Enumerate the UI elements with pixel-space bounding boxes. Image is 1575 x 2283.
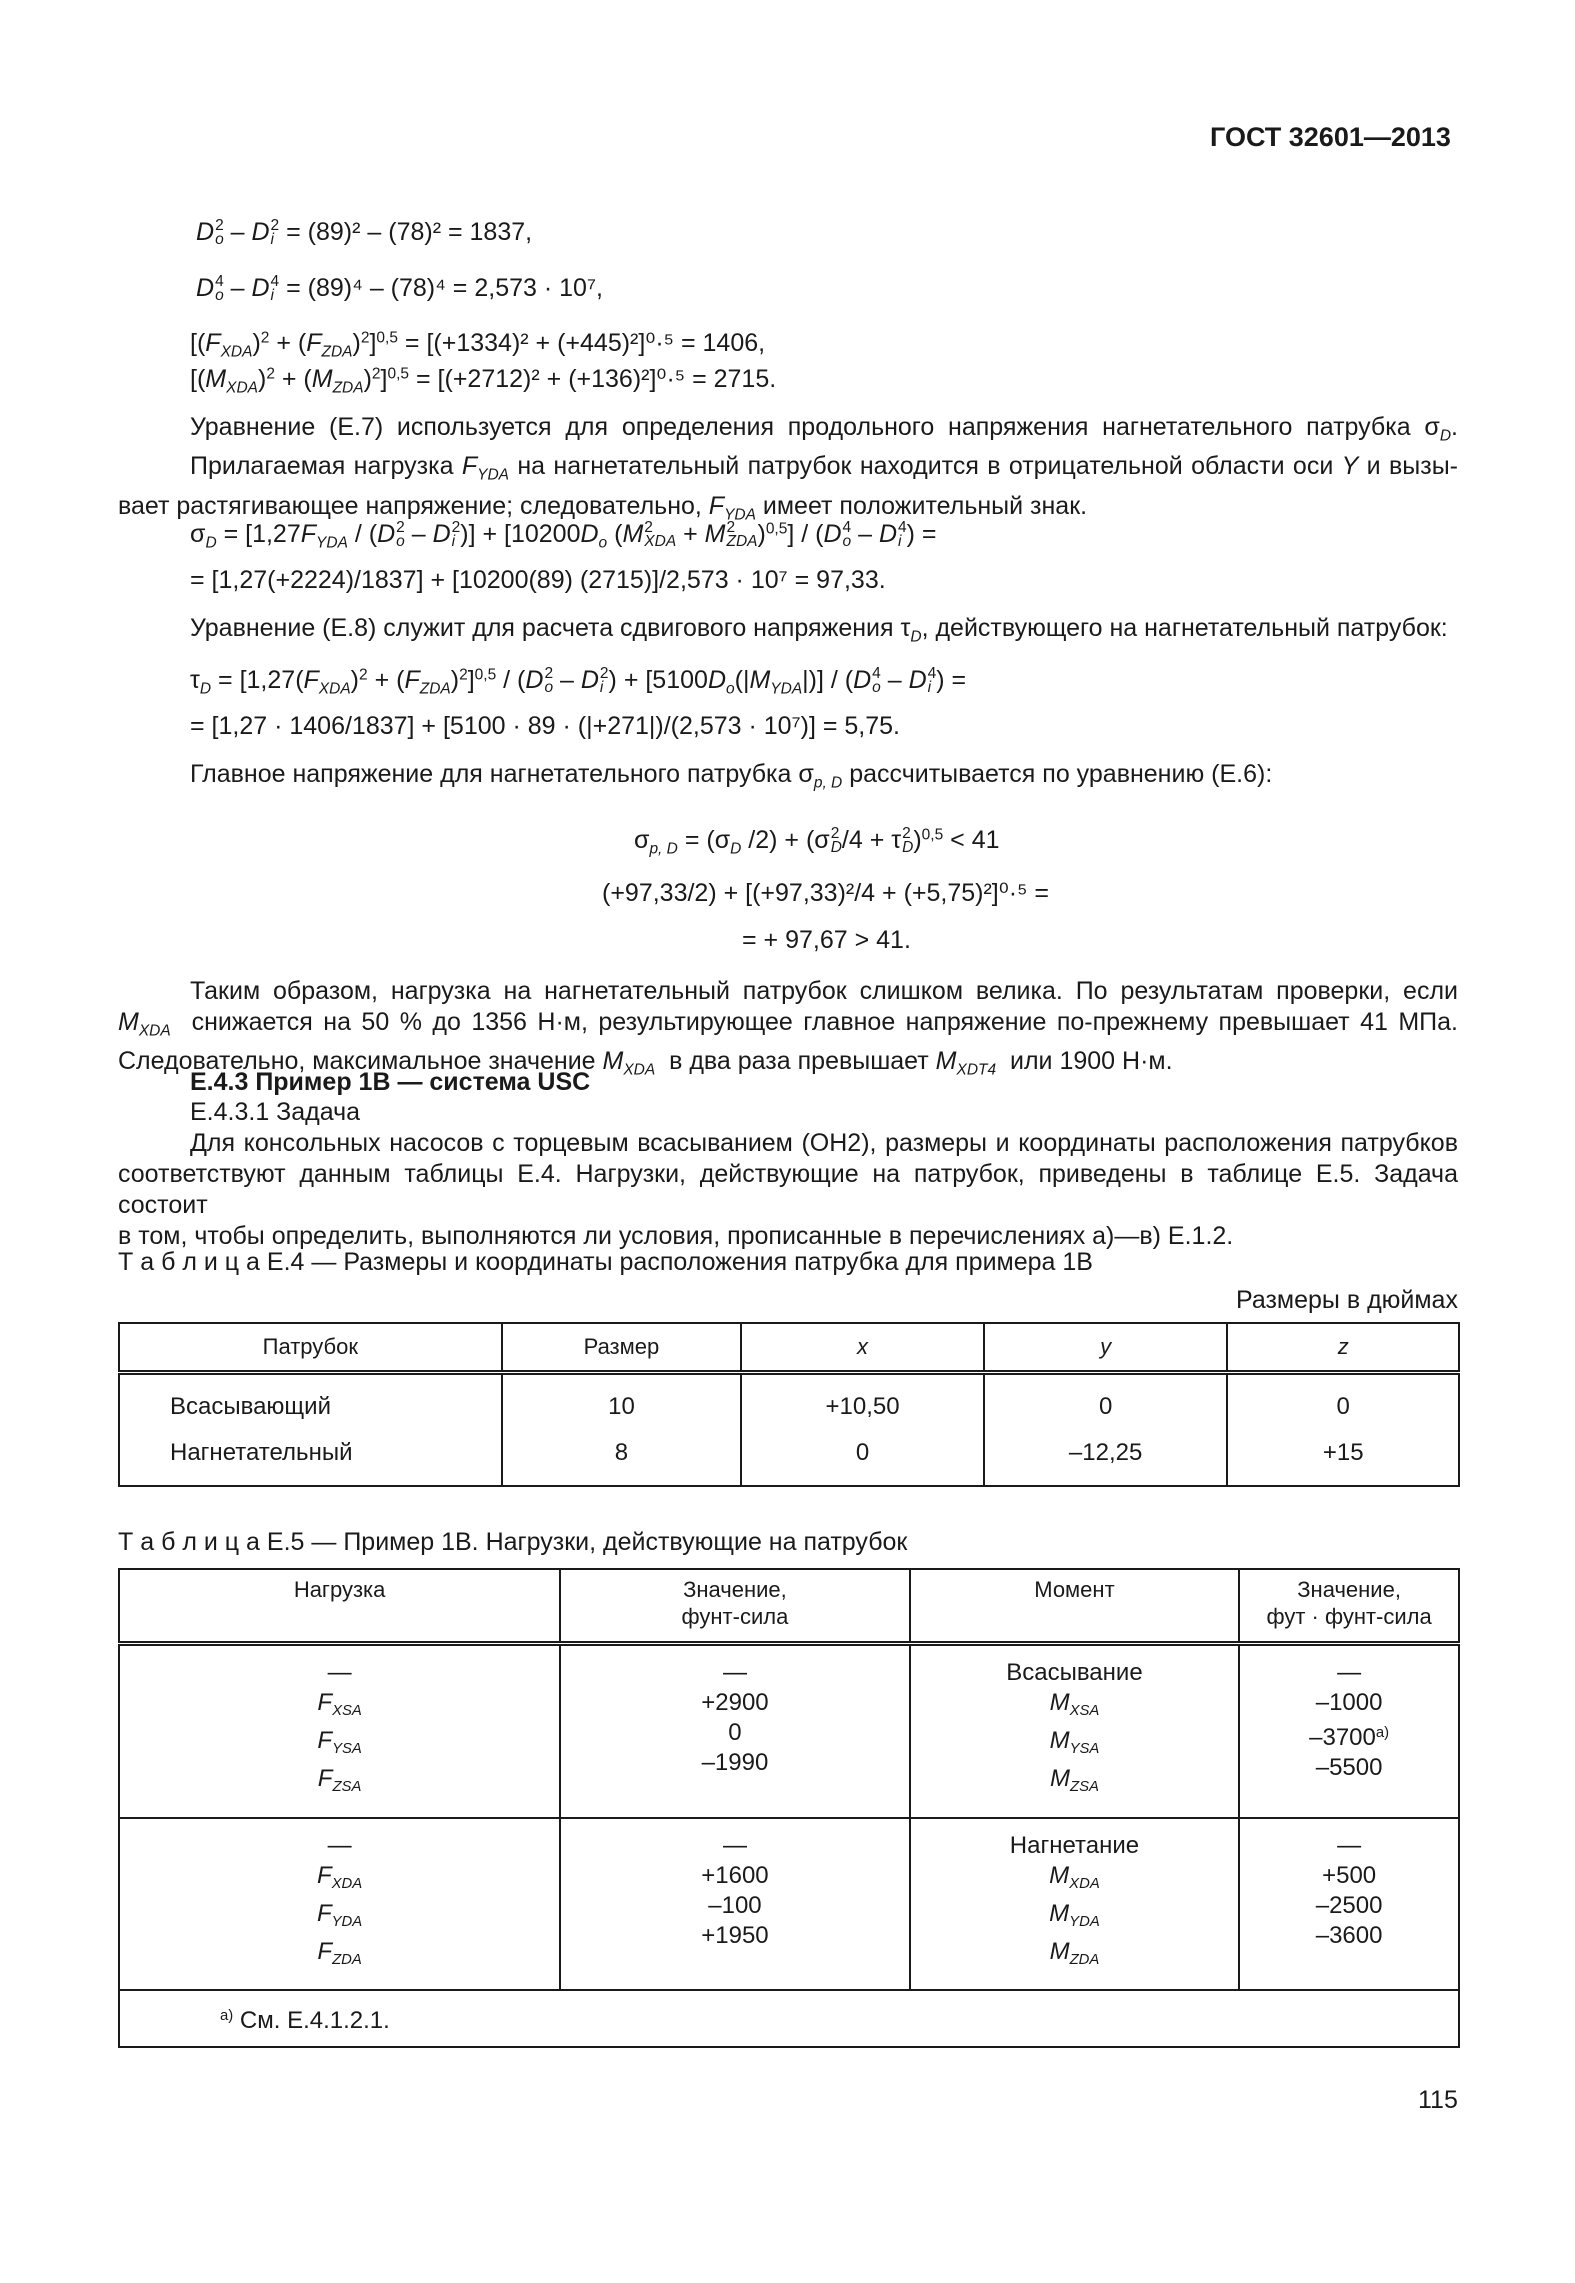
table-row	[119, 1818, 1459, 1991]
equation-diameter-fourth-value: = (89)⁴ – (78)⁴ = 2,573 · 10⁷,	[286, 274, 603, 302]
paragraph-line: Для консольных насосов с торцевым всасыванием (ОН2), размеры и координаты расположения патрубков	[190, 1129, 1458, 1157]
table-cell: +15	[1227, 1430, 1459, 1486]
table5-load-label: $F_{YSA}$	[317, 1727, 362, 1758]
table5-mvalue: –2500	[1315, 1891, 1383, 1919]
table5-value: +1950	[701, 1921, 769, 1949]
table5-header-cell	[560, 1569, 909, 1644]
table5-moment-title: Нагнетание	[1009, 1831, 1140, 1859]
table5-mvalue: —	[1337, 1659, 1362, 1686]
paragraph-line: соответствуют данным таблицы Е.4. Нагрузки, действующие на патрубок, приведены в таблице Е.5. Задача состоит	[118, 1160, 1458, 1219]
paragraph-line: Уравнение (Е.8) служит для расчета сдвигового напряжения τ	[190, 614, 911, 642]
paragraph-line: , действующего на нагнетательный патрубок:	[921, 614, 1448, 642]
table-cell: Нагнетательный	[119, 1430, 502, 1486]
table5-load-label: $F_{ZSA}$	[317, 1765, 362, 1796]
equation-diameter-squares-value: = (89)² – (78)² = 1837,	[286, 218, 533, 246]
paragraph-line: Прилагаемая нагрузка	[190, 452, 462, 481]
table5-load-label: $F_{XSA}$	[317, 1689, 362, 1720]
equation-sigma-p-result: = + 97,67 > 41.	[742, 926, 911, 954]
table-row	[119, 1373, 1459, 1431]
table5-header	[119, 1569, 1459, 1644]
table-cell: 0	[984, 1373, 1228, 1431]
table-cell: 0	[1227, 1373, 1459, 1431]
table5-caption-label: Т а б л и ц а	[118, 1528, 260, 1556]
table5-mvalue-number: –3700	[1309, 1724, 1376, 1752]
table5-value: –100	[708, 1891, 762, 1919]
equation-moment-resultant-value: = [(+2712)² + (+136)²]⁰·⁵ = 2715.	[416, 365, 777, 393]
table-row	[119, 1644, 1459, 1818]
table5-value: —	[722, 1659, 747, 1686]
table5-caption-text: Е.5 — Пример 1В. Нагрузки, действующие на патрубок	[266, 1528, 908, 1556]
equation-diameter-squares: D 2 o – D 2 i = (89)² – (78)² = 1837,	[196, 217, 533, 249]
table4-caption-text: Е.4 — Размеры и координаты расположения патрубка для примера 1В	[266, 1248, 1093, 1276]
table4-header-cell: x	[741, 1323, 984, 1373]
table-cell	[119, 1644, 560, 1818]
table-cell: Всасывающий	[119, 1373, 502, 1431]
table4-header	[119, 1323, 1459, 1373]
equation-sigma-p-substitution: (+97,33/2) + [(+97,33)²/4 + (+5,75)²]⁰·⁵ =	[602, 879, 1050, 907]
table5-value: 0	[728, 1719, 742, 1746]
table5-header-cell: Нагрузка	[119, 1569, 560, 1644]
paragraph-line: Таким образом, нагрузка на нагнетательный патрубок слишком велика. По результатам проверки, если	[190, 977, 1458, 1005]
table-cell: +10,50	[741, 1373, 984, 1431]
table4-caption	[118, 1248, 1093, 1277]
paragraph-task	[118, 1128, 1458, 1252]
table4-caption-label: Т а б л и ц а	[118, 1248, 260, 1276]
table5	[118, 1568, 1460, 2048]
table4-header-cell: Патрубок	[119, 1323, 502, 1373]
table4-units: Размеры в дюймах	[1236, 1286, 1458, 1314]
table-cell	[119, 1818, 560, 1991]
document-header: ГОСТ 32601—2013	[1210, 122, 1451, 152]
subsection-title: Е.4.3.1 Задача	[190, 1098, 361, 1126]
table-cell	[560, 1644, 909, 1818]
footnote-text: См. Е.4.1.2.1.	[239, 2007, 390, 2035]
table-cell: 10	[502, 1373, 742, 1431]
table5-value: +1600	[701, 1861, 769, 1889]
table5-value: –1990	[701, 1749, 769, 1776]
table5-caption	[118, 1528, 907, 1557]
table5-footnote	[119, 1990, 1459, 2047]
paragraph-line: и вызы-	[1358, 452, 1458, 481]
paragraph-conclusion: Таким образом, нагрузка на нагнетательный патрубок слишком велика. По результатам проверки, если $M_{XDA}$ снижается на 50 % до 1356 Н·м, результирующее главное напряжение по-прежнему превышает 41 МПа. Следовательно, максимальное значение $M_{XDA}$ в два раза превышает $M_{XDT4}$ или 1900 Н·м.	[118, 977, 1458, 1079]
table5-moment-label: $M_{XSA}$	[1049, 1689, 1100, 1720]
paragraph-principal-stress: Главное напряжение для нагнетательного патрубка $\sigma_{p, D}$ рассчитывается по уравнению (Е.6):	[190, 760, 1273, 792]
equation-moment-resultant: $[(M_{XDA})^2 + (M_{ZDA})^2]^{0,5} = [(+2712)^2 + (+136)^2]^0\cdot^5 = 2715$.	[190, 365, 777, 397]
table5-moment-label: $M_{XDA}$	[1049, 1861, 1100, 1892]
equation-diameter-fourth: D 4 o – D 4 i = (89)⁴ – (78)⁴ = 2,573 · 10⁷,	[196, 273, 603, 305]
table-cell: 0	[741, 1430, 984, 1486]
table5-moment-label: $M_{ZSA}$	[1049, 1765, 1099, 1796]
paragraph-line: Следовательно, максимальное значение	[118, 1047, 603, 1076]
equation-sigma-p-limit: < 41	[950, 826, 1000, 854]
table5-load-label: $F_{XDA}$	[316, 1861, 363, 1892]
table4-header-cell: z	[1227, 1323, 1459, 1373]
table4	[118, 1322, 1460, 1487]
table5-footnote-row	[119, 1990, 1459, 2047]
equation-sigma-p: $\sigma_{p, D} = (\sigma_D$ /2) + (σ 2 D /4 + τ 2 D )$^{0,5}$ < 41	[634, 825, 1000, 858]
table5-header-line: фунт-сила	[681, 1604, 789, 1629]
table5-mvalue: –1000	[1315, 1689, 1383, 1716]
table-cell	[1239, 1818, 1459, 1991]
table5-moment-label: $M_{YSA}$	[1049, 1727, 1100, 1758]
equation-force-resultant: $[(F_{XDA})^2 + (F_{ZDA})^2]^{0,5} = [(+1334)^2 + (+445)^2]^0\cdot^5 = 1406$,	[190, 329, 766, 361]
paragraph-line: снижается на 50 % до 1356 Н·м, результирующее главное напряжение по-прежнему превышает 41 МПа.	[191, 1008, 1458, 1036]
table-cell: –12,25	[984, 1430, 1228, 1486]
footnote-mark: а)	[1375, 1725, 1390, 1741]
paragraph-line: имеет положительный знак.	[755, 491, 1088, 520]
table5-load-label: $F_{ZDA}$	[317, 1938, 362, 1969]
table5-moment-label: $M_{YDA}$	[1049, 1899, 1100, 1931]
table5-header-line: Значение,	[1297, 1577, 1401, 1602]
footnote-mark: а)	[220, 2008, 234, 2025]
paragraph-line: на нагнетательный патрубок находится в отрицательной области оси	[509, 452, 1342, 481]
section-title: Е.4.3 Пример 1В — система USC	[190, 1068, 591, 1096]
table-cell: 8	[502, 1430, 742, 1486]
table4-header-cell: y	[984, 1323, 1228, 1373]
table5-load-dash: —	[327, 1659, 352, 1686]
paragraph-line: или 1900 Н·м.	[1003, 1047, 1173, 1076]
table5-load-label: $F_{YDA}$	[316, 1899, 363, 1931]
paragraph-line: рассчитывается по уравнению (Е.6):	[842, 760, 1273, 788]
table5-load-dash: —	[327, 1831, 352, 1859]
paragraph-line: вает растягивающее напряжение; следовательно,	[118, 491, 709, 520]
equation-tau-d-calc: = [1,27 · 1406/1837] + [5100 · 89 · (|+271|)/(2,573 · 10⁷)] = 5,75.	[190, 712, 900, 740]
table5-moment-label: $M_{ZDA}$	[1049, 1938, 1100, 1969]
table5-header-line: Значение,	[683, 1577, 787, 1602]
table-cell	[910, 1818, 1240, 1991]
table5-mvalue	[1240, 1718, 1458, 1753]
table5-mvalue: —	[1337, 1831, 1362, 1859]
table5-mvalue: +500	[1322, 1861, 1377, 1889]
table-cell	[560, 1818, 909, 1991]
equation-force-resultant-value: = [(+1334)² + (+445)²]⁰·⁵ = 1406,	[404, 329, 766, 357]
page-number: 115	[1418, 2086, 1458, 2114]
equation-tau-d: $\tau_D = [1,27(F_{XDA})^2 + (F_{ZDA})^2]^{0,5} / (D$ 2 o – D 2 i ) + $[5100D_o(|M_{YDA}|)] / (D$ 4 o – D 4 i ) =	[190, 665, 967, 698]
paragraph-line: Главное напряжение для нагнетательного патрубка σ	[190, 760, 814, 788]
equation-sigma-d-calc: = [1,27(+2224)/1837] + [10200(89) (2715)]/2,573 · 10⁷ = 97,33.	[190, 566, 886, 594]
table5-header-cell: Момент	[910, 1569, 1240, 1644]
equation-sigma-d: $\sigma_D = [1,27F_{YDA} / (D$ 2 o – D 2 i )] + [$10200D_o$ (M 2 XDA + M 2 ZDA )$^{0,5}$] / (D 4 o – D 4 i ) =	[190, 519, 937, 552]
table5-value: +2900	[701, 1689, 769, 1716]
table-row	[119, 1430, 1459, 1486]
paragraph-line: в том, чтобы определить, выполняются ли условия, прописанные в перечислениях а)—в) Е.1.2.	[118, 1222, 1234, 1250]
table5-mvalue: –3600	[1315, 1921, 1383, 1949]
table5-value: —	[722, 1831, 747, 1859]
table-cell	[910, 1644, 1240, 1818]
paragraph-line: в два раза превышает	[662, 1047, 936, 1076]
table5-mvalue: –5500	[1315, 1754, 1383, 1782]
paragraph-shear-stress: Уравнение (Е.8) служит для расчета сдвигового напряжения $\tau_D$, действующего на нагнетательный патрубок:	[190, 614, 1448, 646]
paragraph-line: Уравнение (Е.7) используется для определения продольного напряжения нагнетательного патрубка σ	[190, 413, 1440, 441]
table5-header-cell	[1239, 1569, 1459, 1644]
table5-moment-title: Всасывание	[1006, 1659, 1143, 1686]
table4-header-cell: Размер	[502, 1323, 742, 1373]
table5-header-line: фут · фунт-сила	[1266, 1604, 1432, 1629]
paragraph-longitudinal-stress: Уравнение (Е.7) используется для определения продольного напряжения нагнетательного патрубка $\sigma_D$. Прилагаемая нагрузка $F_{YDA}$ на нагнетательный патрубок находится в отрицательной области оси Y и вызы- вает растягивающее напряжение; следовательно, $F_{YDA}$ имеет положительный знак.	[118, 413, 1458, 524]
table-cell	[1239, 1644, 1459, 1818]
